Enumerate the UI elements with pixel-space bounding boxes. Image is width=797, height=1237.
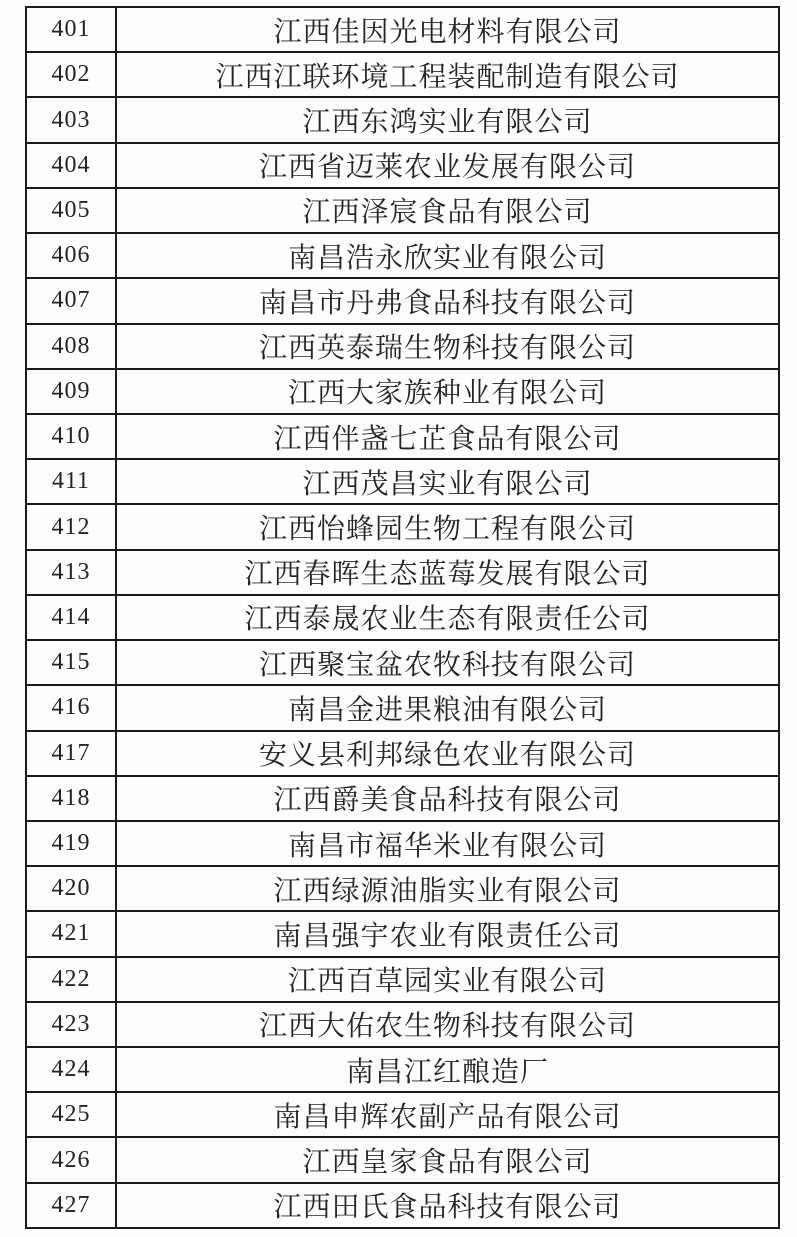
table-row: [27, 1138, 778, 1183]
row-number: 401: [27, 8, 117, 51]
company-name: 江西省迈莱农业发展有限公司: [258, 152, 636, 184]
table-row: [27, 460, 778, 505]
company-name: 江西怡蜂园生物工程有限公司: [258, 514, 636, 546]
company-name: 江西皇家食品有限公司: [302, 1147, 593, 1179]
table-row: [27, 279, 778, 324]
company-name: 江西爵美食品科技有限公司: [273, 785, 622, 817]
table-row: [27, 234, 778, 279]
table-row: [27, 53, 778, 98]
row-number: 420: [27, 867, 117, 910]
table-row: [27, 867, 778, 912]
row-number: 417: [27, 732, 117, 775]
company-name: 江西伴盏七芷食品有限公司: [273, 423, 622, 455]
table-row: [27, 912, 778, 957]
table-row: [27, 641, 778, 686]
row-number: 414: [27, 596, 117, 639]
company-name: 江西聚宝盆农牧科技有限公司: [258, 649, 636, 681]
row-number: 425: [27, 1093, 117, 1136]
table-row: [27, 1048, 778, 1093]
company-name: 江西大佑农生物科技有限公司: [258, 1011, 636, 1043]
row-number: 427: [27, 1184, 117, 1227]
table-row: [27, 777, 778, 822]
table-row: [27, 370, 778, 415]
table-row: [27, 686, 778, 731]
row-number: 419: [27, 822, 117, 865]
company-name: 江西大家族种业有限公司: [287, 378, 607, 410]
company-name: 江西东鸿实业有限公司: [302, 107, 593, 139]
row-number: 403: [27, 98, 117, 141]
company-name: 南昌市福华米业有限公司: [287, 830, 607, 862]
row-number: 421: [27, 912, 117, 955]
row-number: 418: [27, 777, 117, 820]
company-name: 南昌浩永欣实业有限公司: [287, 242, 607, 274]
table-row: [27, 822, 778, 867]
table-row: [27, 596, 778, 641]
company-name: 江西佳因光电材料有限公司: [273, 16, 622, 48]
row-number: 415: [27, 641, 117, 684]
row-number: 423: [27, 1003, 117, 1046]
row-number: 406: [27, 234, 117, 277]
table-row: [27, 732, 778, 777]
table-row: [27, 551, 778, 596]
company-name: 安义县利邦绿色农业有限公司: [258, 740, 636, 772]
company-name: 南昌强宇农业有限责任公司: [273, 920, 622, 952]
row-number: 402: [27, 53, 117, 96]
company-name: 南昌申辉农副产品有限公司: [273, 1101, 622, 1133]
row-number: 412: [27, 505, 117, 548]
row-number: 409: [27, 370, 117, 413]
table-row: [27, 505, 778, 550]
table-row: [27, 189, 778, 234]
row-number: 407: [27, 279, 117, 322]
table-row: [27, 144, 778, 189]
company-name: 南昌江红酿造厂: [345, 1056, 549, 1088]
table-row: [27, 325, 778, 370]
company-name: 江西江联环境工程装配制造有限公司: [215, 61, 680, 93]
company-name: 江西绿源油脂实业有限公司: [273, 875, 622, 907]
company-name: 江西百草园实业有限公司: [287, 966, 607, 998]
table-row: [27, 1093, 778, 1138]
row-number: 413: [27, 551, 117, 594]
table-row: [27, 415, 778, 460]
row-number: 404: [27, 144, 117, 187]
row-number: 424: [27, 1048, 117, 1091]
row-number: 408: [27, 325, 117, 368]
company-name: 江西泽宸食品有限公司: [302, 197, 593, 229]
company-name: 江西田氏食品科技有限公司: [273, 1192, 622, 1224]
row-number: 422: [27, 958, 117, 1001]
row-number: 410: [27, 415, 117, 458]
table-row: [27, 1003, 778, 1048]
company-name: 江西茂昌实业有限公司: [302, 468, 593, 500]
row-number: 416: [27, 686, 117, 729]
row-number: 411: [27, 460, 117, 503]
company-name: 江西春晖生态蓝莓发展有限公司: [244, 559, 651, 591]
company-table: [25, 6, 780, 1229]
table-row: [27, 98, 778, 143]
row-number: 426: [27, 1138, 117, 1181]
company-name: 江西泰晟农业生态有限责任公司: [244, 604, 651, 636]
company-name: 南昌市丹弗食品科技有限公司: [258, 287, 636, 319]
table-row: [27, 8, 778, 53]
table-row: [27, 1184, 778, 1227]
table-row: [27, 958, 778, 1003]
row-number: 405: [27, 189, 117, 232]
company-name: 江西英泰瑞生物科技有限公司: [258, 333, 636, 365]
company-name: 南昌金进果粮油有限公司: [287, 694, 607, 726]
